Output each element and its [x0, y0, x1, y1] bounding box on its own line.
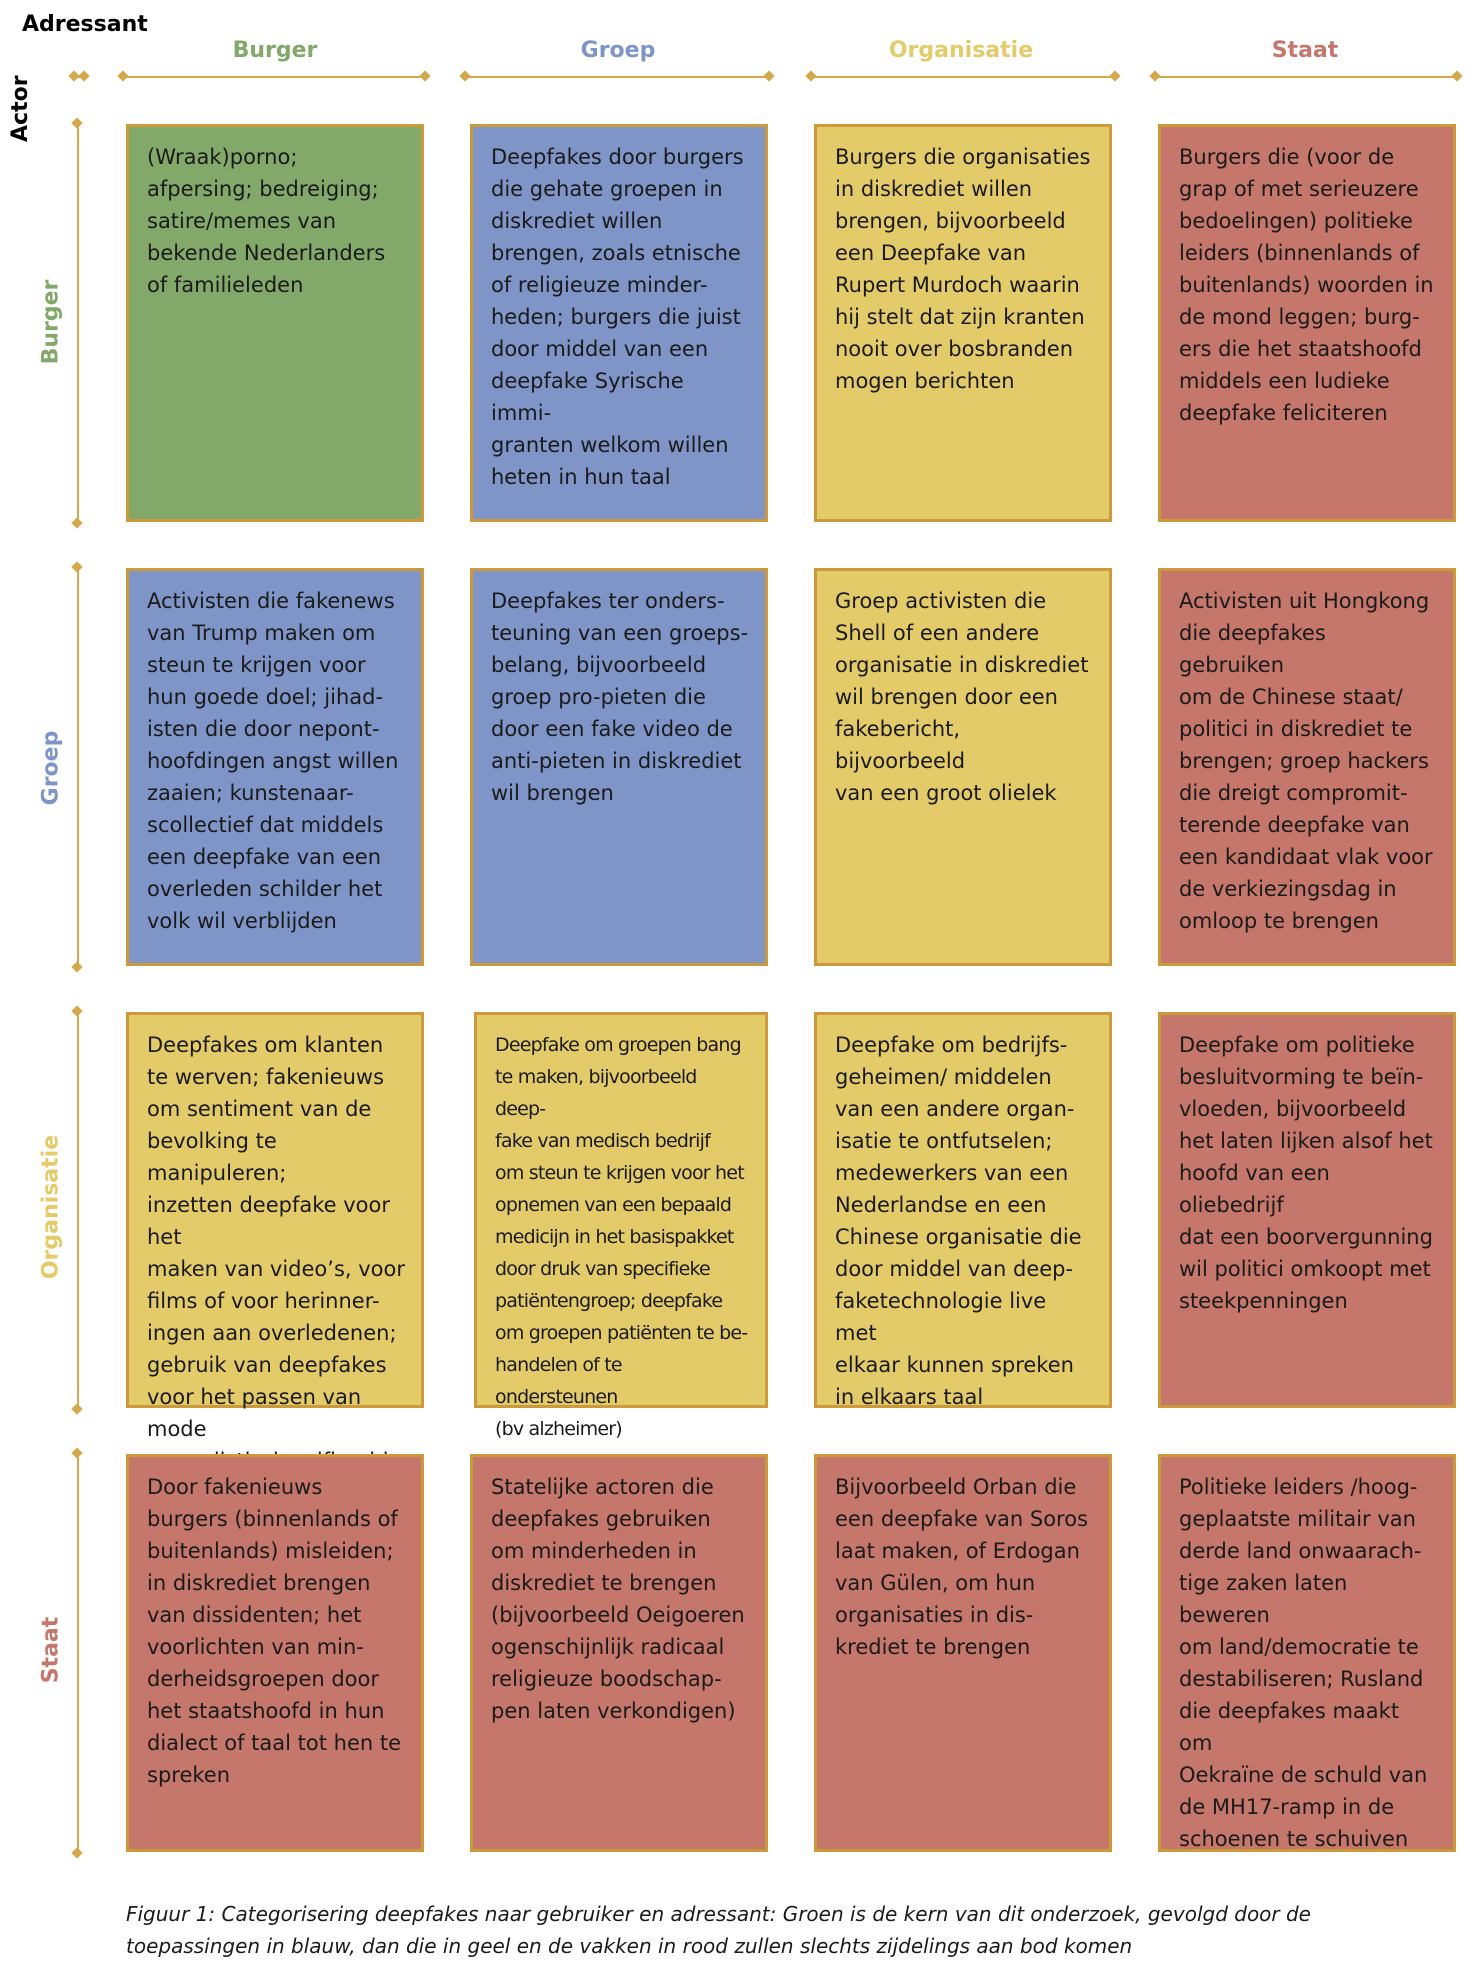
- cell-burger-organisatie: Burgers die organisaties in diskrediet willen brengen, bijvoorbeeld een Deepfake van Rupert Murdoch waarin hij stelt dat zijn kranten nooit over bosbranden mogen berichten: [814, 124, 1112, 522]
- axis-marker: [75, 76, 83, 78]
- column-header-groep: Groep: [580, 38, 656, 63]
- row-span-line: [77, 124, 79, 522]
- cell-staat-burger: Door fakenieuws burgers (binnenlands of buitenlands) misleiden; in diskrediet brengen van dissidenten; het voorlichten van min- derheidsgroepen door het staatshoofd in hun dialect of taal tot hen te spreken: [126, 1454, 424, 1852]
- actor-axis-label: Actor: [8, 75, 33, 142]
- column-span-line: [124, 76, 424, 78]
- cell-staat-groep: Statelijke actoren die deepfakes gebruiken om minderheden in diskrediet te brengen (bijvoorbeeld Oeigoeren ogenschijnlijk radicaal religieuze boodschap- pen laten verkondigen): [470, 1454, 768, 1852]
- row-header-burger: Burger: [38, 279, 64, 365]
- cell-staat-organisatie: Bijvoorbeeld Orban die een deepfake van Soros laat maken, of Erdogan van Gülen, om hun organisaties in dis- krediet te brengen: [814, 1454, 1112, 1852]
- row-span-line: [77, 1012, 79, 1408]
- column-header-staat: Staat: [1271, 38, 1339, 63]
- cell-burger-staat: Burgers die (voor de grap of met serieuzere bedoelingen) politieke leiders (binnenlands of buitenlands) woorden in de mond leggen; burg- ers die het staatshoofd middels een ludieke deepfake feliciteren: [1158, 124, 1456, 522]
- adressant-axis-label: Adressant: [22, 12, 148, 37]
- column-header-organisatie: Organisatie: [888, 38, 1034, 63]
- cell-organisatie-groep: Deepfake om groepen bang te maken, bijvoorbeeld deep- fake van medisch bedrijf om steun te krijgen voor het opnemen van een bepaald medicijn in het basispakket door druk van specifieke patiëntengroep; deepfake om groepen patiënten te be- handelen of te ondersteunen (bv alzheimer): [474, 1012, 768, 1408]
- cell-burger-burger: (Wraak)porno; afpersing; bedreiging; satire/memes van bekende Nederlanders of familieleden: [126, 124, 424, 522]
- cell-burger-groep: Deepfakes door burgers die gehate groepen in diskrediet willen brengen, zoals etnische of religieuze minder- heden; burgers die juist door middel van een deepfake Syrische immi- granten welkom willen heten in hun taal: [470, 124, 768, 522]
- cell-groep-burger: Activisten die fakenews van Trump maken om steun te krijgen voor hun goede doel; jihad- isten die door nepont- hoofdingen angst willen zaaien; kunstenaar- scollectief dat middels een deepfake van een overleden schilder het volk wil verblijden: [126, 568, 424, 966]
- column-span-line: [812, 76, 1114, 78]
- row-header-groep: Groep: [38, 730, 64, 806]
- cell-organisatie-organisatie: Deepfake om bedrijfs- geheimen/ middelen van een andere organ- isatie te ontfutselen; medewerkers van een Nederlandse en een Chinese organisatie die door middel van deep- faketechnologie live met elkaar kunnen spreken in elkaars taal: [814, 1012, 1112, 1408]
- row-span-line: [77, 568, 79, 966]
- row-span-line: [77, 1454, 79, 1852]
- column-span-line: [1156, 76, 1456, 78]
- column-header-burger: Burger: [232, 38, 318, 63]
- row-header-organisatie: Organisatie: [38, 1134, 64, 1280]
- cell-groep-staat: Activisten uit Hongkong die deepfakes gebruiken om de Chinese staat/ politici in diskrediet te brengen; groep hackers die dreigt compromit- terende deepfake van een kandidaat vlak voor de verkiezingsdag in omloop te brengen: [1158, 568, 1456, 966]
- row-header-staat: Staat: [38, 1616, 64, 1684]
- cell-organisatie-burger: Deepfakes om klanten te werven; fakenieuws om sentiment van de bevolking te manipuleren; inzetten deepfake voor het maken van video’s, voor films of voor herinner- ingen aan overledenen; gebruik van deepfakes voor het passen van mode: [126, 1012, 424, 1408]
- cell-staat-staat: Politieke leiders /hoog- geplaatste militair van derde land onwaarach- tige zaken laten beweren om land/democratie te destabiliseren; Rusland die deepfakes maakt om Oekraïne de schuld van de MH17-ramp in de schoenen te schuiven: [1158, 1454, 1456, 1852]
- figure-caption: Figuur 1: Categorisering deepfakes naar gebruiker en adressant: Groen is de kern van dit onderzoek, gevolgd door de toepassingen in blauw, dan die in geel en de vakken in rood zullen slechts zijdelings aan bod komen: [126, 1902, 1311, 1958]
- cell-organisatie-staat: Deepfake om politieke besluitvorming te beïn- vloeden, bijvoorbeeld het laten lijken alsof het hoofd van een oliebedrijf dat een boorvergunning wil politici omkoopt met steekpenningen: [1158, 1012, 1456, 1408]
- cell-groep-organisatie: Groep activisten die Shell of een andere organisatie in diskrediet wil brengen door een fakebericht, bijvoorbeeld van een groot olielek: [814, 568, 1112, 966]
- cell-groep-groep: Deepfakes ter onders- teuning van een groeps- belang, bijvoorbeeld groep pro-pieten die door een fake video de anti-pieten in diskrediet wil brengen: [470, 568, 768, 966]
- column-span-line: [466, 76, 768, 78]
